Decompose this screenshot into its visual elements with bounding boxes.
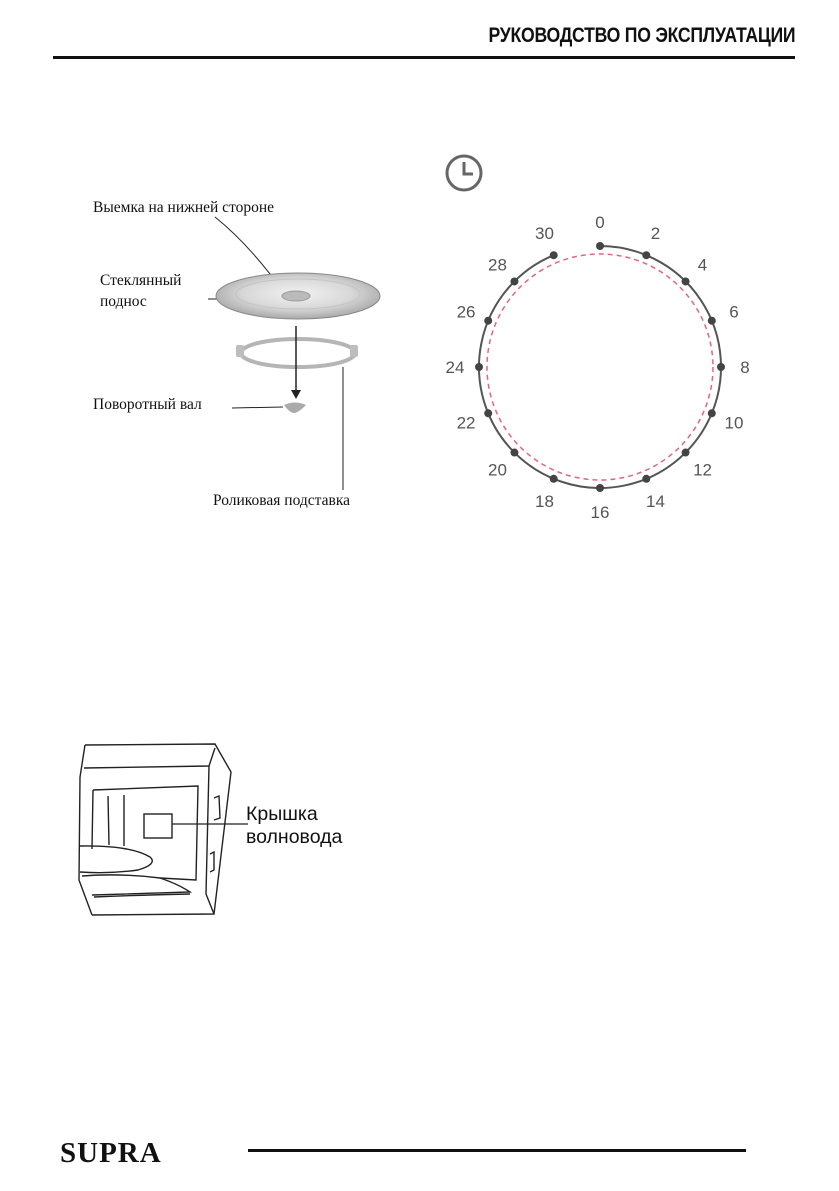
dial-tick-label: 14: [646, 491, 665, 511]
label-glass-tray-1: Стеклянный: [100, 272, 182, 289]
dial-tick-label: 12: [693, 460, 712, 480]
dial-tick-label: 24: [445, 358, 465, 377]
dial-tick-label: 0: [595, 213, 605, 232]
label-waveguide-line1: Крышка: [246, 803, 318, 825]
label-waveguide-line2: волновода: [246, 826, 343, 848]
dial-tick-label: 20: [488, 460, 507, 480]
brand-logo: SUPRA: [60, 1137, 162, 1169]
dial-tick-label: 10: [724, 413, 744, 433]
dial-tick-label: 6: [729, 302, 739, 322]
dial-tick-label: 30: [535, 224, 554, 244]
dial-tick-label: 4: [697, 255, 708, 275]
label-recess: Выемка на нижней стороне: [93, 199, 275, 216]
footer-divider: [248, 1149, 746, 1152]
dial-tick-label: 2: [650, 224, 661, 244]
label-shaft: Поворотный вал: [93, 396, 202, 413]
page-header-title: РУКОВОДСТВО ПО ЭКСПЛУАТАЦИИ: [488, 24, 795, 47]
label-roller: Роликовая подставка: [213, 492, 351, 509]
label-waveguide-cover: [246, 803, 342, 849]
dial-tick-label: 8: [740, 358, 750, 377]
dial-tick-label: 18: [535, 491, 554, 511]
dial-tick-label: 22: [456, 413, 476, 433]
dial-tick-label: 28: [488, 255, 507, 275]
dial-tick-label: 26: [456, 302, 476, 322]
dial-tick-label: 16: [590, 503, 610, 522]
label-glass-tray-2: поднос: [100, 293, 147, 310]
